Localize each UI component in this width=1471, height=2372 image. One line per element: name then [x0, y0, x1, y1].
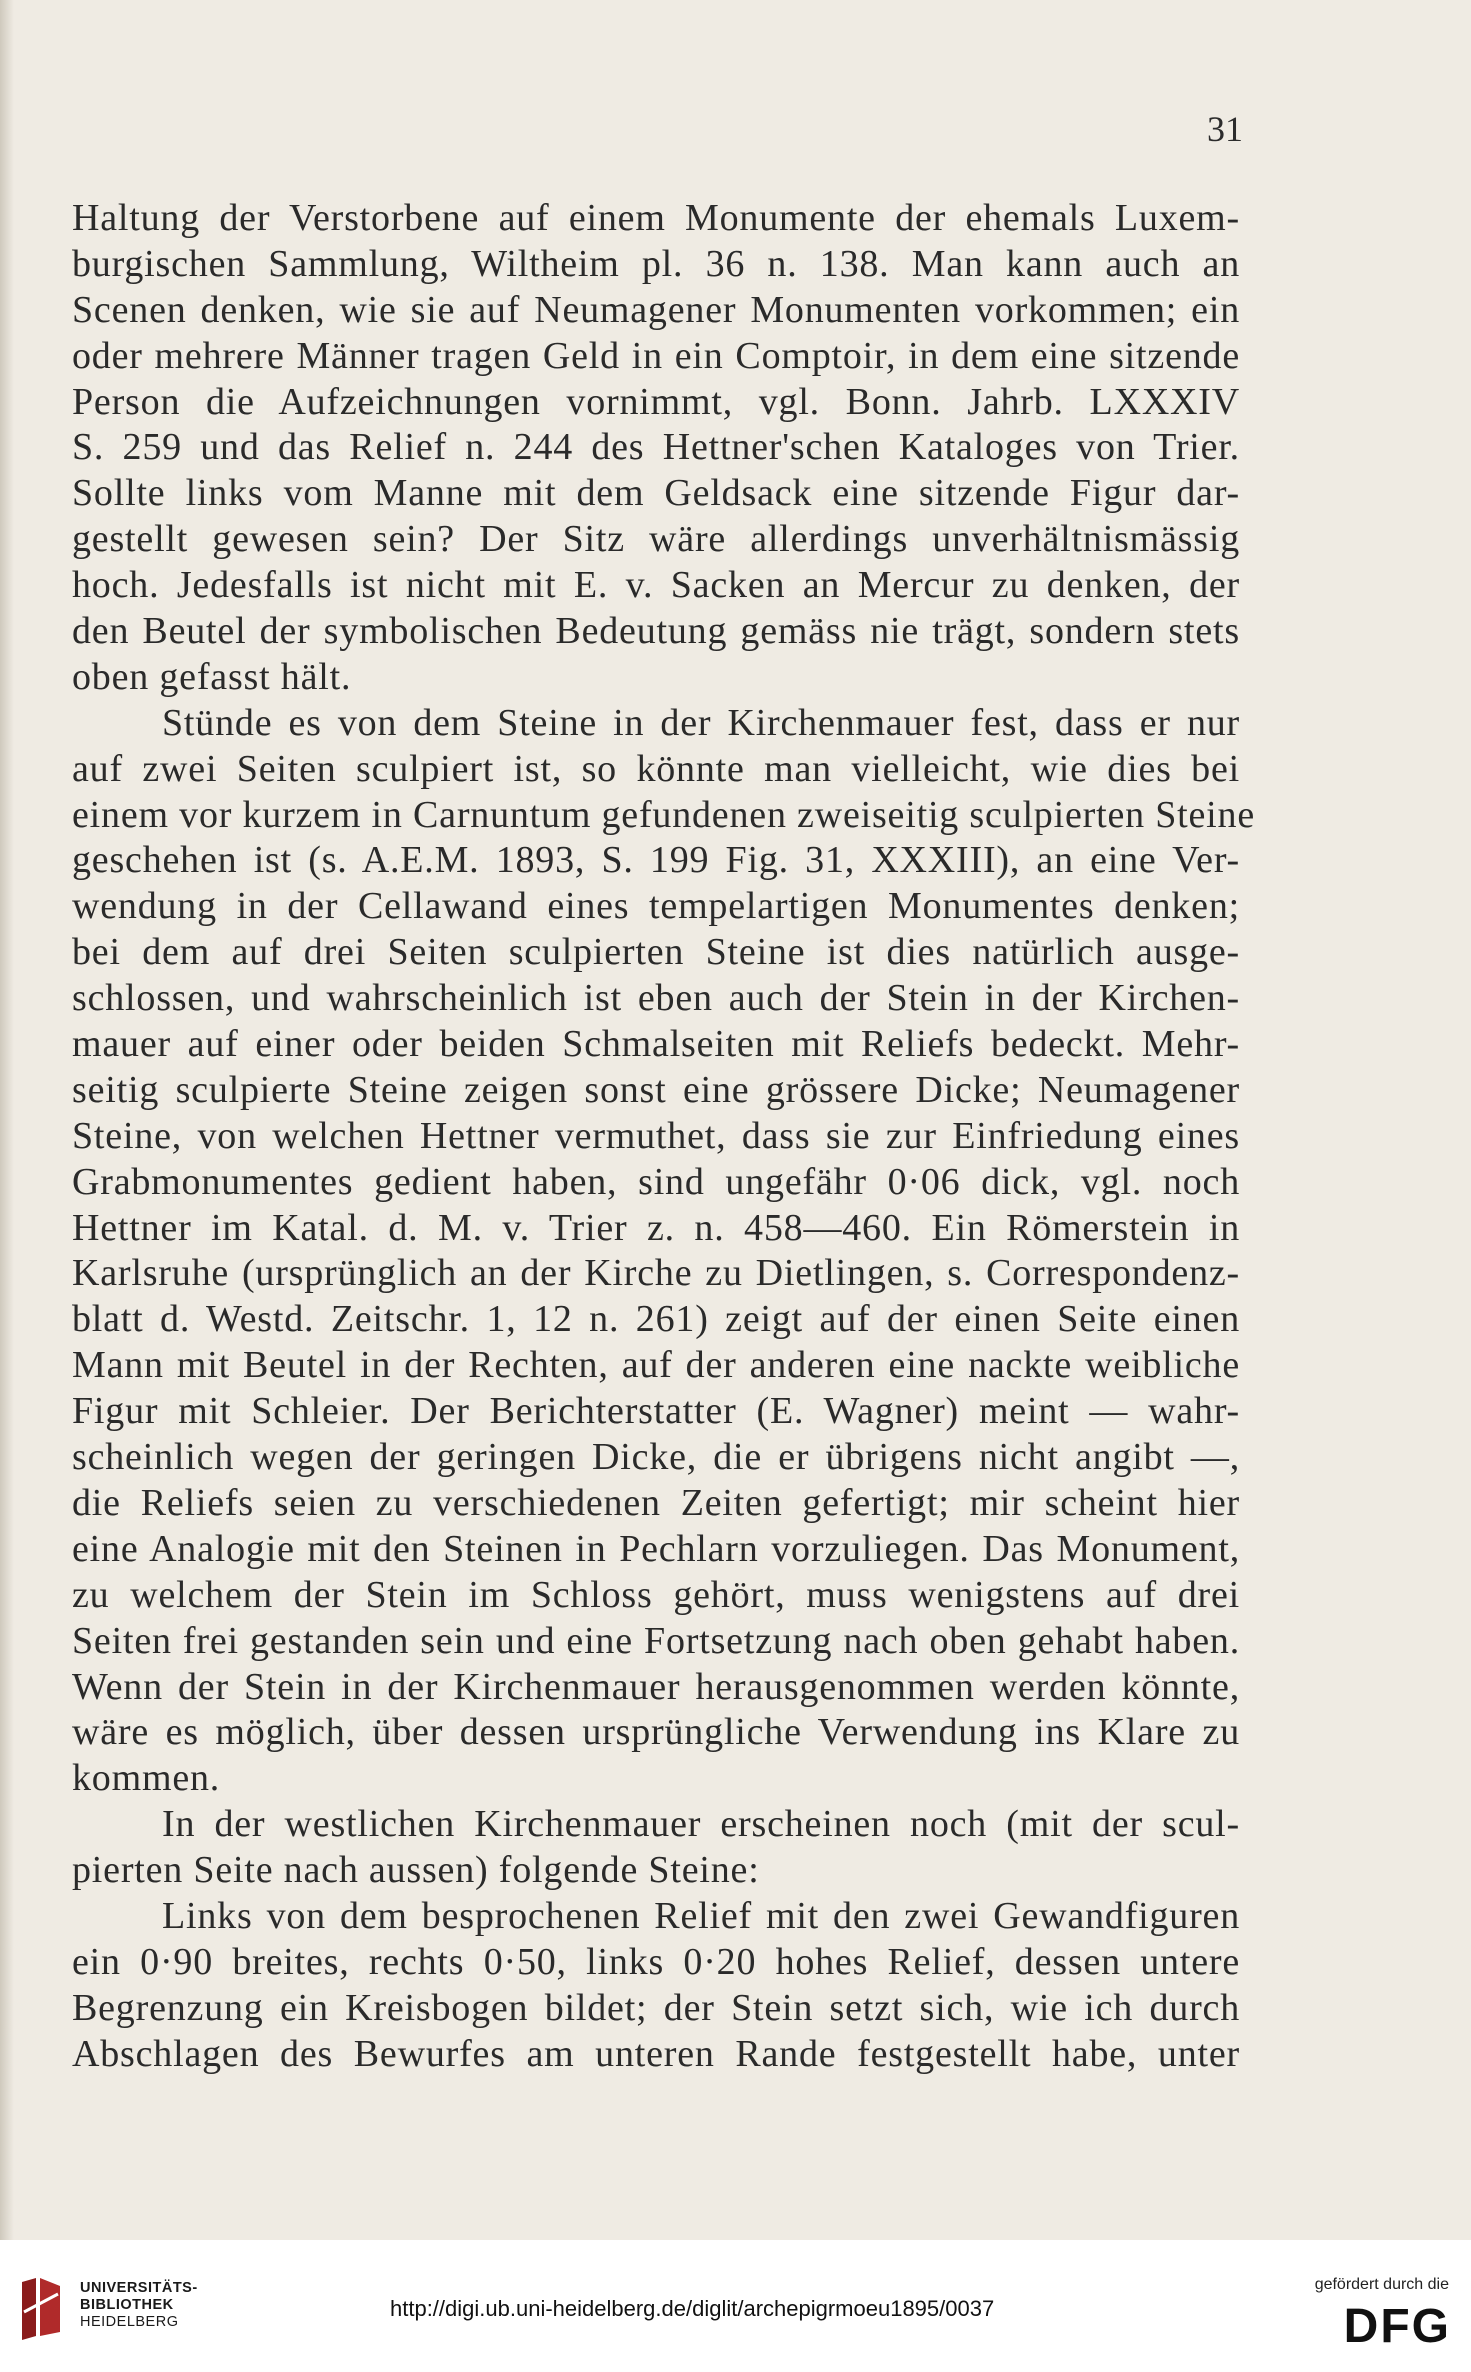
text-line: zu welchem der Stein im Schloss gehört, muss wenigstens auf drei	[72, 1573, 1240, 1616]
text-line: mauer auf einer oder beiden Schmalseiten mit Reliefs bedeckt. Mehr-	[72, 1023, 1240, 1066]
text-line: Links von dem besprochenen Relief mit den zwei Gewandfiguren	[162, 1894, 1240, 1937]
dfg-logo: DFG	[1343, 2300, 1451, 2353]
text-line: ein 0·90 breites, rechts 0·50, links 0·20 hohes Relief, dessen untere	[72, 1940, 1240, 1983]
text-line: blatt d. Westd. Zeitschr. 1, 12 n. 261) zeigt auf der einen Seite einen	[72, 1298, 1240, 1341]
library-name-line3: HEIDELBERG	[80, 2314, 179, 2330]
text-line: Begrenzung ein Kreisbogen bildet; der Stein setzt sich, wie ich durch	[72, 1986, 1240, 2029]
page-number: 31	[1207, 109, 1243, 149]
text-line: In der westlichen Kirchenmauer erscheinen noch (mit der scul-	[162, 1803, 1240, 1846]
footer	[0, 2240, 1471, 2372]
text-line: Hettner im Katal. d. M. v. Trier z. n. 458—460. Ein Römerstein in	[72, 1206, 1240, 1249]
text-line: oder mehrere Männer tragen Geld in ein Comptoir, in dem eine sitzende	[72, 334, 1240, 377]
text-line: Haltung der Verstorbene auf einem Monumente der ehemals Luxem-	[72, 197, 1240, 239]
funding-label: gefördert durch die	[1314, 2276, 1449, 2293]
text-line: Abschlagen des Bewurfes am unteren Rande festgestellt habe, unter	[72, 2032, 1240, 2075]
text-line: Figur mit Schleier. Der Berichterstatter (E. Wagner) meint — wahr-	[72, 1390, 1240, 1433]
text-line: Karlsruhe (ursprünglich an der Kirche zu Dietlingen, s. Correspondenz-	[72, 1252, 1240, 1295]
text-line: Seiten frei gestanden sein und eine Fortsetzung nach oben gehabt haben.	[72, 1619, 1240, 1662]
text-line: burgischen Sammlung, Wiltheim pl. 36 n. 138. Man kann auch an	[72, 242, 1240, 285]
text-line: pierten Seite nach aussen) folgende Steine:	[72, 1849, 760, 1892]
text-line: schlossen, und wahrscheinlich ist eben auch der Stein in der Kirchen-	[72, 977, 1240, 1020]
text-line: wendung in der Cellawand eines tempelartigen Monumentes denken;	[72, 885, 1240, 928]
library-name-line2: BIBLIOTHEK	[80, 2297, 174, 2313]
page-edge-shadow	[0, 0, 14, 2240]
library-logo-icon	[14, 2274, 70, 2344]
library-name	[80, 2280, 198, 2331]
text-line: einem vor kurzem in Carnuntum gefundenen zweiseitig sculpierten Steine	[72, 793, 1255, 836]
text-line: seitig sculpierte Steine zeigen sonst eine grössere Dicke; Neumagener	[72, 1068, 1240, 1111]
text-line: kommen.	[72, 1757, 221, 1800]
source-url[interactable]: http://digi.ub.uni-heidelberg.de/diglit/archepigrmoeu1895/0037	[390, 2296, 995, 2321]
text-line: geschehen ist (s. A.E.M. 1893, S. 199 Fig. 31, XXXIII), an eine Ver-	[72, 839, 1240, 882]
text-line: auf zwei Seiten sculpiert ist, so könnte man vielleicht, wie dies bei	[72, 747, 1240, 790]
text-line: Wenn der Stein in der Kirchenmauer herausgenommen werden könnte,	[72, 1665, 1240, 1708]
text-line: wäre es möglich, über dessen ursprüngliche Verwendung ins Klare zu	[72, 1711, 1240, 1754]
text-line: scheinlich wegen der geringen Dicke, die er übrigens nicht angibt —,	[72, 1436, 1240, 1479]
text-line: Mann mit Beutel in der Rechten, auf der anderen eine nackte weibliche	[72, 1344, 1240, 1387]
library-name-line1: UNIVERSITÄTS-	[80, 2280, 198, 2296]
text-line: Person die Aufzeichnungen vornimmt, vgl. Bonn. Jahrb. LXXXIV	[72, 380, 1240, 423]
body-text	[72, 196, 1255, 2078]
text-line: gestellt gewesen sein? Der Sitz wäre allerdings unverhältnismässig	[72, 518, 1240, 561]
text-line: Stünde es von dem Steine in der Kirchenmauer fest, dass er nur	[162, 701, 1240, 744]
text-line: oben gefasst hält.	[72, 655, 352, 698]
text-line: hoch. Jedesfalls ist nicht mit E. v. Sacken an Mercur zu denken, der	[72, 564, 1240, 607]
text-line: Scenen denken, wie sie auf Neumagener Monumenten vorkommen; ein	[72, 288, 1240, 331]
text-line: Grabmonumentes gedient haben, sind ungefähr 0·06 dick, vgl. noch	[72, 1160, 1240, 1203]
text-line: S. 259 und das Relief n. 244 des Hettner'schen Kataloges von Trier.	[72, 426, 1240, 469]
text-line: Steine, von welchen Hettner vermuthet, dass sie zur Einfriedung eines	[72, 1114, 1240, 1157]
text-line: den Beutel der symbolischen Bedeutung gemäss nie trägt, sondern stets	[72, 610, 1240, 653]
text-line: bei dem auf drei Seiten sculpierten Steine ist dies natürlich ausge-	[72, 931, 1240, 974]
text-line: die Reliefs seien zu verschiedenen Zeiten gefertigt; mir scheint hier	[72, 1481, 1240, 1524]
text-line: eine Analogie mit den Steinen in Pechlarn vorzuliegen. Das Monument,	[72, 1527, 1240, 1570]
text-line: Sollte links vom Manne mit dem Geldsack eine sitzende Figur dar-	[72, 472, 1240, 515]
